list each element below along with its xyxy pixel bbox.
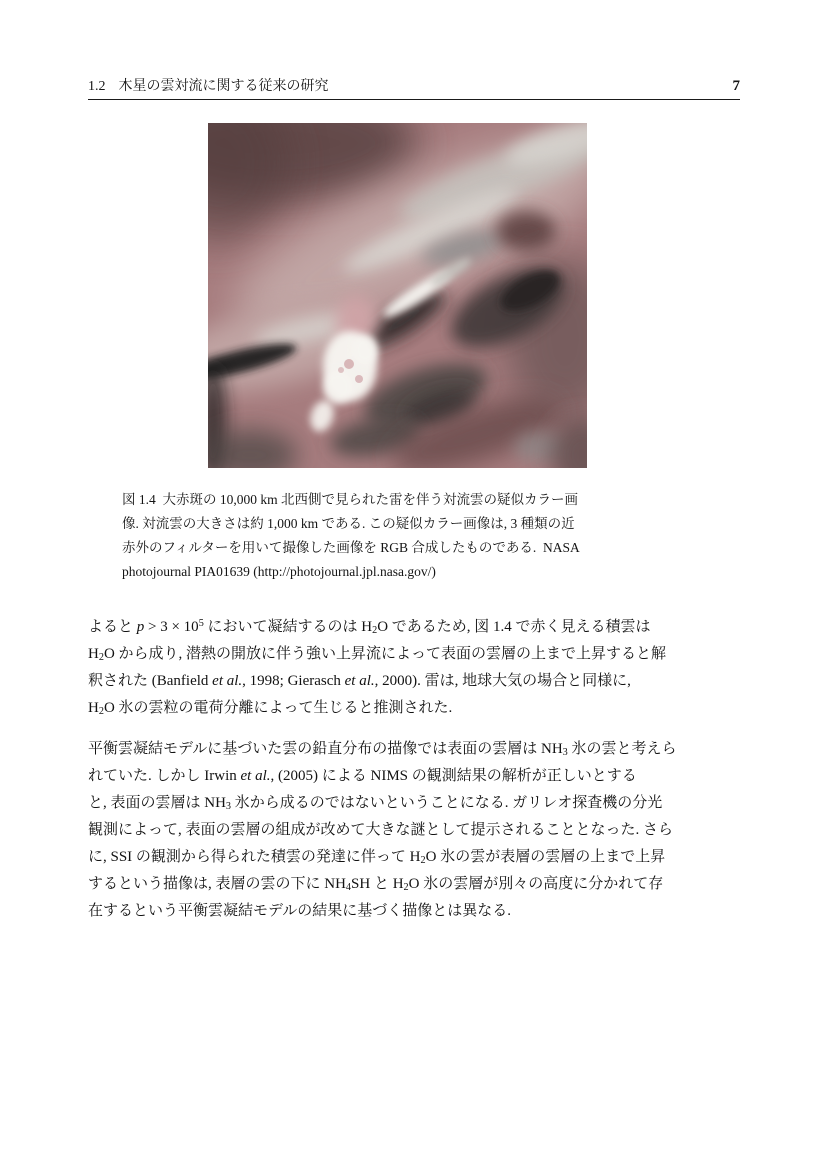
text-line: れていた. しかし Irwin et al., (2005) による NIMS の観測結果の解析が正しいとする <box>88 768 637 784</box>
caption-line: 像. 対流雲の大きさは約 1,000 km である. この疑似カラー画像は, 3 種類の近 <box>122 516 575 531</box>
paragraph <box>88 736 743 925</box>
storm-cloud-lump <box>352 335 378 365</box>
page-number: 7 <box>732 78 740 94</box>
text-line: 在するという平衡雲凝結モデルの結果に基づく描像とは異なる. <box>88 903 512 919</box>
cloud-maroon-blotch <box>496 211 556 251</box>
text-line: 釈された (Banfield et al., 1998; Gierasch et al., 2000). 雷は, 地球大気の場合と同様に, <box>88 673 631 689</box>
text-line: よると $p > 3 \times 10^5$ において凝結するのは $H_2O$ であるため, 図 1.4 で赤く見える積雲は <box>88 617 651 636</box>
body-text <box>88 614 743 925</box>
text-line: するという描像は, 表層の雲の下に $NH_4SH$ と $H_2O$ 氷の雲層が別々の高度に分かれて存 <box>88 876 664 893</box>
text-line: $H_2O$ 氷の雲粒の電荷分離によって生じると推測された. <box>88 700 453 717</box>
caption-line-url: photojournal PIA01639 (http://photojournal.jpl.nasa.gov/) <box>122 564 436 579</box>
text-line: に, SSI の観測から得られた積雲の発達に伴って $H_2O$ 氷の雲が表層の雲層の上まで上昇 <box>88 849 666 866</box>
section-number: 1.2 <box>88 79 106 94</box>
running-header <box>88 79 740 100</box>
storm-speckle <box>338 367 344 373</box>
text-line: 平衡雲凝結モデルに基づいた雲の鉛直分布の描像では表面の雲層は $NH_3$ 氷の雲と考えら <box>88 741 677 758</box>
section-title: 木星の雲対流に関する従来の研究 <box>118 79 329 94</box>
storm-speckle <box>355 375 363 383</box>
storm-cloud-lump <box>323 370 353 404</box>
header-left <box>88 80 329 94</box>
text-line: と, 表面の雲層は $NH_3$ 氷から成るのではないということになる. ガリレオ探査機の分光 <box>88 795 663 812</box>
text-line: $H_2O$ から成り, 潜熱の開放に伴う強い上昇流によって表面の雲層の上まで上昇すると解 <box>88 646 667 663</box>
jupiter-clouds-image <box>208 123 587 468</box>
storm-speckle <box>344 359 354 369</box>
caption-line: 赤外のフィルターを用いて撮像した画像を RGB 合成したものである. NASA <box>122 540 580 555</box>
paragraph <box>88 614 743 722</box>
caption-line: 図 1.4 大赤斑の 10,000 km 北西側で見られた雷を伴う対流雲の疑似カラー画 <box>122 492 578 507</box>
figure-caption <box>122 488 667 584</box>
text-line: 観測によって, 表面の雲層の組成が改めて大きな謎として提示されることとなった. さら <box>88 822 674 838</box>
